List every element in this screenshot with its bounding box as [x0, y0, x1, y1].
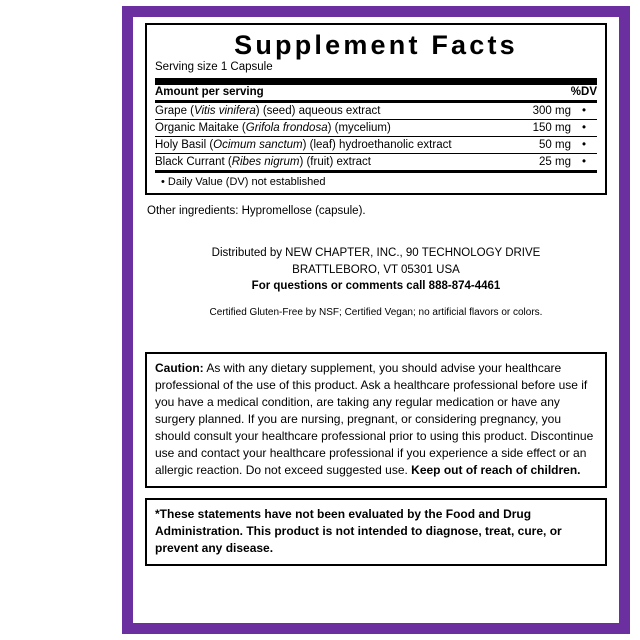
caution-box — [145, 352, 607, 488]
certifications-text: Certified Gluten-Free by NSF; Certified Vegan; no artificial flavors or colors. — [209, 307, 543, 319]
panel-title: Supplement Facts — [234, 30, 518, 60]
caution-heading: Caution: — [155, 361, 204, 376]
label-inner-white — [133, 17, 619, 623]
amount-per-serving-label: Amount per serving — [155, 86, 264, 99]
caution-body: As with any dietary supplement, you should advise your healthcare professional of the use of this product. Ask a healthcare professional before use if you have a medical condition, are taking any regular medication or have any surgery planned. If you are nursing, pregnant, or considering pregnancy, you should consult your healthcare professional prior to using this product. Discontinue use and contact your healthcare professional if you experience a side effect or an allergic reaction. Do not exceed suggested use. — [155, 361, 594, 478]
ingredient-amount: 25 mg — [539, 156, 571, 169]
fda-disclaimer-text: *These statements have not been evaluated by the Food and Drug Administration. This product is not intended to diagnose, treat, cure, or prevent any disease. — [155, 507, 562, 556]
distributor-line-2: BRATTLEBORO, VT 05301 USA — [292, 263, 460, 276]
distributor-line-1: Distributed by NEW CHAPTER, INC., 90 TECHNOLOGY DRIVE — [211, 247, 541, 260]
label-content — [133, 17, 619, 623]
serving-size: Serving size 1 Capsule — [155, 61, 273, 74]
customer-phone: For questions or comments call 888-874-4461 — [251, 280, 501, 293]
supplement-facts-panel — [145, 23, 607, 195]
table-row — [155, 120, 597, 137]
daily-value-header: %DV — [570, 86, 597, 99]
daily-value-footnote: • Daily Value (DV) not established — [161, 176, 326, 189]
ingredient-amount: 300 mg — [491, 103, 571, 120]
ingredient-dv: • — [571, 120, 597, 137]
table-row — [155, 137, 597, 154]
table-row — [155, 154, 597, 171]
ingredient-name: Grape (Vitis vinifera) (seed) aqueous extract — [155, 103, 491, 120]
ingredient-dv: • — [571, 137, 597, 154]
fda-disclaimer-box — [145, 498, 607, 566]
ingredient-amount: 50 mg — [491, 137, 571, 154]
ingredient-name: Black Currant (Ribes nigrum) (fruit) extract — [155, 156, 371, 169]
other-ingredients: Other ingredients: Hypromellose (capsule). — [147, 205, 366, 218]
ingredient-dv: • — [571, 103, 597, 120]
table-row — [155, 103, 597, 120]
caution-bold-tail: Keep out of reach of children. — [411, 463, 581, 478]
ingredient-amount: 150 mg — [491, 120, 571, 137]
purple-border-frame — [122, 6, 630, 634]
rule-thick-top — [155, 78, 597, 85]
ingredient-table — [155, 103, 597, 170]
ingredient-name: Holy Basil (Ocimum sanctum) (leaf) hydroethanolic extract — [155, 137, 491, 154]
amount-per-serving-row — [155, 85, 597, 100]
ingredient-dv: • — [581, 156, 587, 169]
distributor-block — [145, 245, 607, 295]
ingredient-name: Organic Maitake (Grifola frondosa) (mycelium) — [155, 120, 491, 137]
